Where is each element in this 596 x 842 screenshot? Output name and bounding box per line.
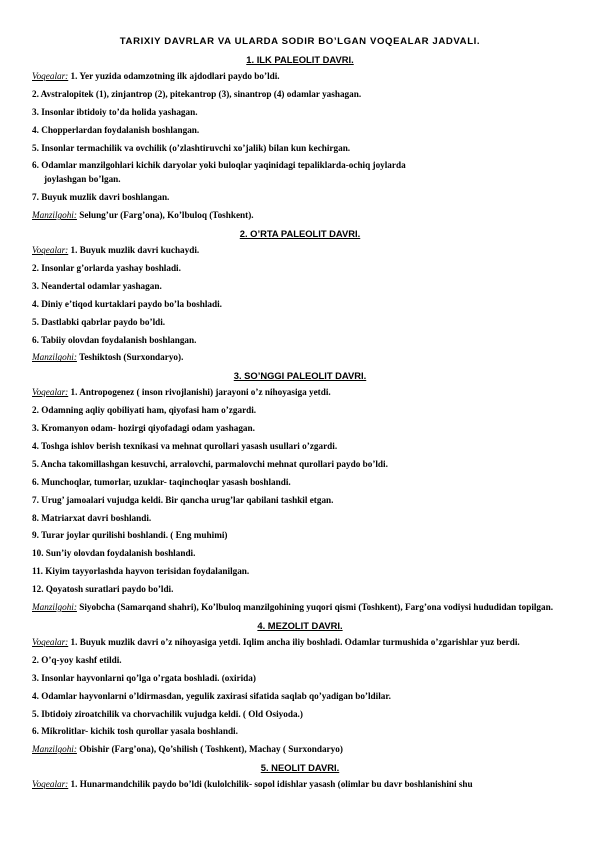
s4-item: 2. O’q-yoy kashf etildi. xyxy=(32,654,122,665)
document-title: TARIXIY DAVRLAR VA ULARDA SODIR BO’LGAN VOQEALAR JADVALI. xyxy=(119,36,481,47)
s4-manzil-text: Obishir (Farg’ona), Qo’shilish ( Toshkent), Machay ( Surxondaryo) xyxy=(79,744,343,755)
section-heading-mezolit: 4. MEZOLIT DAVRI. xyxy=(257,619,343,631)
s3-item: 9. Turar joylar qurilishi boshlandi. ( Eng muhimi) xyxy=(32,530,228,541)
s2-item: 6. Tabiiy olovdan foydalanish boshlangan. xyxy=(32,334,197,345)
voqealar-label: Voqealar: xyxy=(32,636,69,647)
s3-item: 7. Urug’ jamoalari vujudga keldi. Bir qancha urug’lar qabilani tashkil etgan. xyxy=(32,494,334,505)
s1-item-6b: joylashgan bo’lgan. xyxy=(44,174,121,185)
s1-item: 3. Insonlar ibtidoiy to’da holida yashagan. xyxy=(32,106,198,117)
s3-manzil-text: Siyobcha (Samarqand shahri), Ko’lbuloq manzilgohining yuqori qismi (Toshkent), Farg’ona vodiysi hududidan topilgan. xyxy=(79,602,554,613)
s5-voqealar-line xyxy=(32,779,568,790)
s3-item: 11. Kiyim tayyorlashda hayvon terisidan foydalanilgan. xyxy=(32,566,250,577)
s2-item: 2. Insonlar g’orlarda yashay boshladi. xyxy=(32,263,181,274)
s3-item: 12. Qoyatosh suratlari paydo bo’ldi. xyxy=(32,584,174,595)
manzilgohi-label: Manzilgohi: xyxy=(32,602,77,613)
s2-item: 3. Neandertal odamlar yashagan. xyxy=(32,280,162,291)
s3-item: 10. Sun’iy olovdan foydalanish boshlandi. xyxy=(32,548,196,559)
s3-item: 4. Toshga ishlov berish texnikasi va mehnat qurollari yasash usullari o’zgardi. xyxy=(32,441,338,452)
s2-item: 4. Diniy e’tiqod kurtaklari paydo bo’la boshladi. xyxy=(32,298,222,309)
voqealar-label: Voqealar: xyxy=(32,71,69,81)
s1-item-7: 7. Buyuk muzlik davri boshlangan. xyxy=(32,192,170,203)
s3-item: 5. Ancha takomillashgan kesuvchi, arralovchi, parmalovchi mehnat qurollari paydo bo’ldi. xyxy=(32,458,388,469)
s3-item: 8. Matriarxat davri boshlandi. xyxy=(32,512,152,523)
voqealar-label: Voqealar: xyxy=(32,387,69,398)
section-heading-songgi-paleolit: 3. SO’NGGI PALEOLIT DAVRI. xyxy=(233,370,367,382)
section-heading-orta-paleolit: 2. O’RTA PALEOLIT DAVRI. xyxy=(239,228,361,240)
s3-manzil-line xyxy=(32,602,568,613)
s1-item: 2. Avstralopitek (1), zinjantrop (2), pitekantrop (3), sinantrop (4) odamlar yashagan. xyxy=(32,88,362,99)
s3-item-1: 1. Antropogenez ( inson rivojlanishi) jarayoni o’z nihoyasiga yetdi. xyxy=(70,387,331,398)
s3-voqealar-line xyxy=(32,387,568,398)
s3-item: 6. Munchoqlar, tumorlar, uzuklar- taqinchoqlar yasash boshlandi. xyxy=(32,476,291,487)
s4-item: 4. Odamlar hayvonlarni o’ldirmasdan, yegulik zaxirasi sifatida saqlab qo’yadigan bo’ldilar. xyxy=(32,690,391,701)
s4-item-1: 1. Buyuk muzlik davri o’z nihoyasiga yetdi. Iqlim ancha iliy boshladi. Odamlar turmushida o’zgarishlar yuz berdi. xyxy=(70,636,520,647)
manzilgohi-label: Manzilgohi: xyxy=(32,352,77,363)
voqealar-label: Voqealar: xyxy=(32,779,69,790)
s2-manzil-line xyxy=(32,352,568,363)
s1-item-6a: 6. Odamlar manzilgohlari kichik daryolar yoki buloqlar yaqinidagi tepaliklarda-ochiq joylarda xyxy=(32,160,406,171)
section-heading-neolit: 5. NEOLIT DAVRI. xyxy=(260,762,340,774)
s2-item: 5. Dastlabki qabrlar paydo bo’ldi. xyxy=(32,316,166,327)
s2-voqealar-line xyxy=(32,245,568,256)
s1-voqealar-line xyxy=(32,71,568,82)
s3-item: 3. Kromanyon odam- hozirgi qiyofadagi odam yashagan. xyxy=(32,423,255,434)
s5-item-1: 1. Hunarmandchilik paydo bo’ldi (kulolchilik- sopol idishlar yasash (olimlar bu davr boshlanishini shu xyxy=(70,779,473,790)
s4-item: 3. Insonlar hayvonlarni qo’lga o’rgata boshladi. (oxirida) xyxy=(32,672,256,683)
s1-item: 5. Insonlar termachilik va ovchilik (o’zlashtiruvchi xo’jalik) bilan kun kechirgan. xyxy=(32,142,351,153)
manzilgohi-label: Manzilgohi: xyxy=(32,210,77,221)
s1-item-1: 1. Yer yuzida odamzotning ilk ajdodlari paydo bo’ldi. xyxy=(70,71,280,81)
s4-item: 5. Ibtidoiy ziroatchilik va chorvachilik vujudga keldi. ( Old Osiyoda.) xyxy=(32,708,303,719)
s4-manzil-line xyxy=(32,744,568,755)
manzilgohi-label: Manzilgohi: xyxy=(32,744,77,755)
s3-item: 2. Odamning aqliy qobiliyati ham, qiyofasi ham o’zgardi. xyxy=(32,405,257,416)
voqealar-label: Voqealar: xyxy=(32,245,69,256)
s2-item-1: 1. Buyuk muzlik davri kuchaydi. xyxy=(70,245,200,256)
s1-item: 4. Chopperlardan foydalanish boshlangan. xyxy=(32,124,200,135)
s1-manzil-text: Selung’ur (Farg’ona), Ko’lbuloq (Toshkent). xyxy=(79,210,254,221)
s4-item: 6. Mikrolitlar- kichik tosh qurollar yasala boshlandi. xyxy=(32,726,238,737)
section-heading-ilk-paleolit: 1. ILK PALEOLIT DAVRI. xyxy=(246,54,354,65)
s1-manzil-line xyxy=(32,210,568,221)
s2-manzil-text: Teshiktosh (Surxondaryo). xyxy=(79,352,184,363)
s4-voqealar-line xyxy=(32,637,568,648)
